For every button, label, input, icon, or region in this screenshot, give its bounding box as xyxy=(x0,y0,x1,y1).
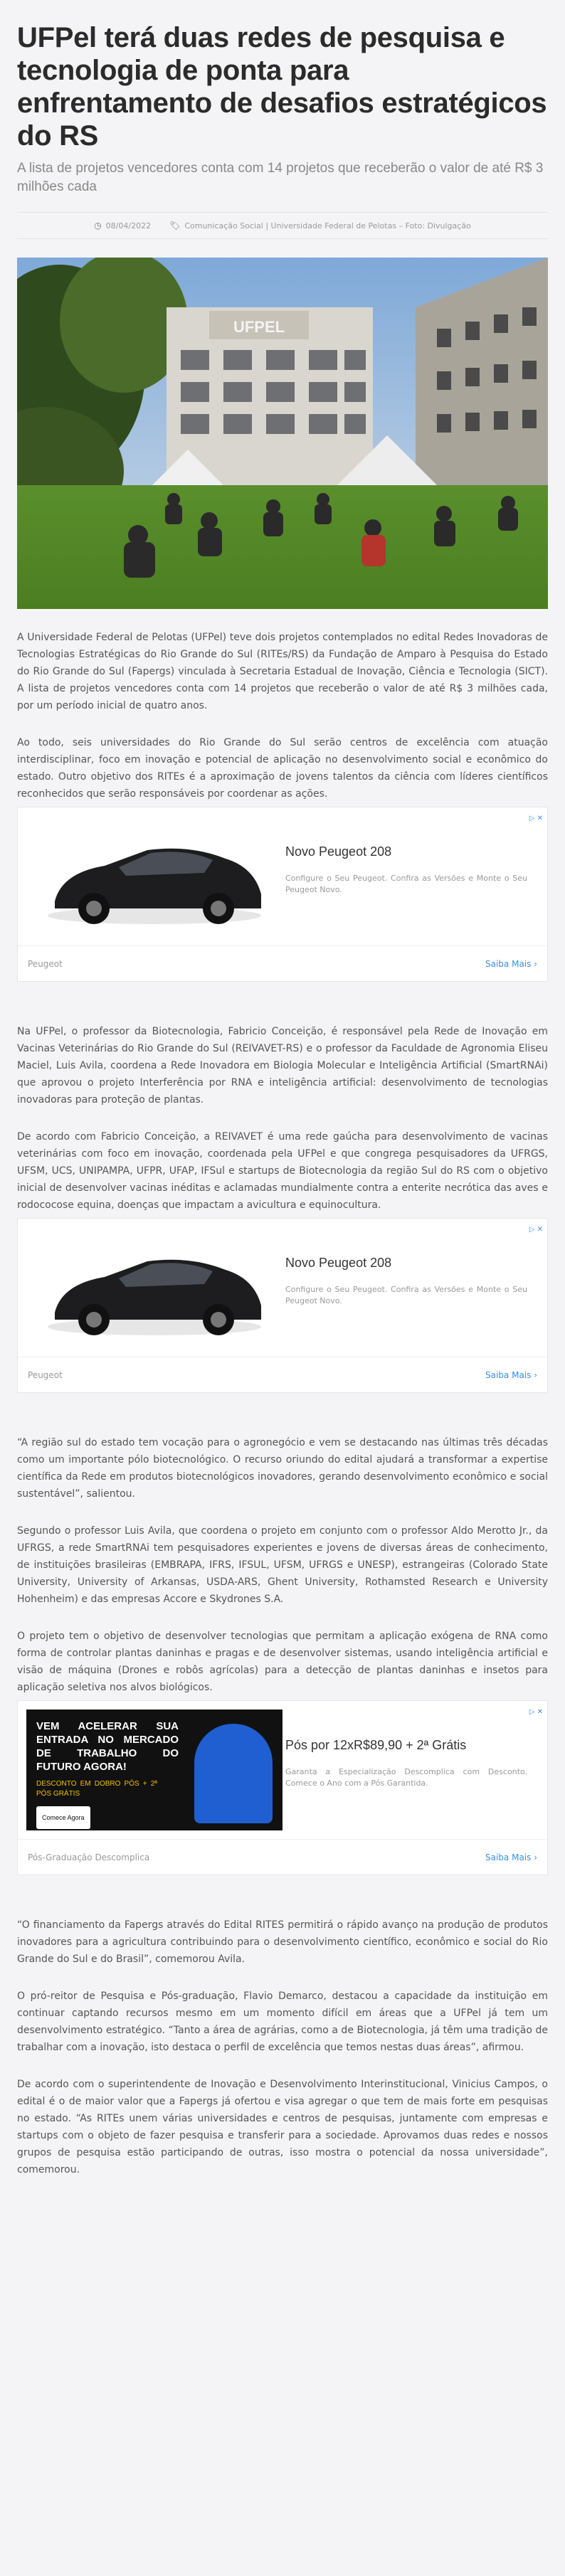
article-meta xyxy=(17,212,548,239)
paragraph: Ao todo, seis universidades do Rio Grande do Sul serão centros de excelência com atuação interdisciplinar, foco em inovação e potencial de aplicação no desenvolvimento social e econômico do estado. Outro objetivo dos RITEs é a aproximação de jovens talentos da ciência com líderes científicos reconhecidos que serão responsáveis por coordenar as ações. xyxy=(17,737,548,800)
ad-unit[interactable] xyxy=(17,1218,548,1393)
ad-cta-button[interactable]: Saiba Mais › xyxy=(485,1852,537,1862)
promo-button[interactable]: Comece Agora xyxy=(36,1806,90,1829)
paragraph: Segundo o professor Luis Avila, que coordena o projeto em conjunto com o professor Aldo Merotto Jr., da UFRGS, a rede SmartRNAi tem pesquisadores experientes e jovens de diversas áreas de conhecimento, de instituições brasileiras (EMBRAPA, IFRS, IFSUL, UFSM, UFRGS e UNESP), estrangeiras (Colorado State University, University of Arkansas, USDA-ARS, Ghent University, Rothamsted Research e University Hohenheim) e das empresas Accore e Skydrones S.A. xyxy=(17,1525,548,1605)
ad-unit[interactable] xyxy=(17,1700,548,1875)
adchoices-icon[interactable]: ▷ ✕ xyxy=(529,815,543,822)
ad-description: Configure o Seu Peugeot. Confira as Versões e Monte o Seu Peugeot Novo. xyxy=(285,874,527,894)
ad-cta-button[interactable]: Saiba Mais › xyxy=(485,1369,537,1380)
promo-headline: VEM ACELERAR SUA ENTRADA NO MERCADO DE TRABALHO DO FUTURO AGORA! xyxy=(36,1720,179,1773)
paragraph: De acordo com Fabricio Conceição, a REIVAVET é uma rede gaúcha para desenvolvimento de vacinas veterinárias com foco em inovação, coordenada pela UFPel e que congrega pesquisadores da UFRGS, UFSM, UCS, UNIPAMPA, UFPR, UFAP, IFSul e startups de Biotecnologia da região Sul do RS com o objetivo inicial de desenvolver vacinas inéditas e aclamadas mundialmente contra a enterite necrótica das aves e rodococose equina, doenças que impactam a avicultura e equinocultura. xyxy=(17,1131,548,1211)
ad-brand[interactable]: Peugeot xyxy=(28,1369,63,1380)
ad-footer xyxy=(18,1357,547,1392)
ad-footer xyxy=(18,1839,547,1875)
article-subtitle: A lista de projetos vencedores conta com 14 projetos que receberão o valor de até R$ 3 milhões cada xyxy=(17,161,544,194)
credit-block xyxy=(169,221,471,230)
car-image[interactable] xyxy=(26,816,282,937)
paragraph: O pró-reitor de Pesquisa e Pós-graduação, Flavio Demarco, destacou a capacidade da instituição em continuar captando recursos mesmo em um momento difícil em áreas que a UFPel já tem um desenvolvimento estratégico. “Tanto a área de agrárias, como a de Biotecnologia, já têm uma tradição de trabalhar com a inovação, isto destaca o perfil de excelência que temos nestas duas áreas”, afirmou. xyxy=(17,1991,548,2053)
promo-person xyxy=(194,1724,273,1823)
paragraph: O projeto tem o objetivo de desenvolver tecnologias que permitam a aplicação exógena de RNA como forma de controlar plantas daninhas e pragas e de desenvolver sistemas, usando inteligência artificial e visão de máquina (Drones e robôs agrícolas) para a detecção de plantas daninhas e insetos para aplicação seletiva nos alvos biológicos. xyxy=(17,1631,548,1693)
tag-icon: 🏷 xyxy=(169,221,181,230)
date-block xyxy=(94,221,151,230)
promo-image[interactable] xyxy=(26,1710,282,1830)
article-credit[interactable]: Comunicação Social | Universidade Federal de Pelotas – Foto: Divulgação xyxy=(184,221,471,230)
ad-cta-button[interactable]: Saiba Mais › xyxy=(485,958,537,969)
article-title: UFPel terá duas redes de pesquisa e tecnologia de ponta para enfrentamento de desafios estratégicos do RS xyxy=(17,22,547,152)
calendar-icon: ◷ xyxy=(94,221,102,230)
paragraph: “O financiamento da Fapergs através do Edital RITES permitirá o rápido avanço na produção de produtos inovadores para a agricultura contribuindo para o desenvolvimento científico, econômico e social do Rio Grande do Sul e do Brasil”, comemorou Avila. xyxy=(17,1919,548,1965)
ad-footer xyxy=(18,945,547,981)
adchoices-icon[interactable]: ▷ ✕ xyxy=(529,1226,543,1234)
ad-title[interactable]: Novo Peugeot 208 xyxy=(285,1256,392,1270)
ad-title[interactable]: Novo Peugeot 208 xyxy=(285,844,392,859)
ad-description: Configure o Seu Peugeot. Confira as Versões e Monte o Seu Peugeot Novo. xyxy=(285,1285,527,1305)
hero-photo xyxy=(17,258,548,609)
paragraph: A Universidade Federal de Pelotas (UFPel) teve dois projetos contemplados no edital Redes Inovadoras de Tecnologias Estratégicas do Rio Grande do Sul (RITEs/RS) da Fundação de Amparo à Pesquisa do Estado do Rio Grande do Sul (Fapergs) vinculada à Secretaria Estadual de Inovação, Ciência e Tecnologia (SICT). A lista de projetos vencedores conta com 14 projetos que receberão o valor de até R$ 3 milhões cada, por um período inicial de quatro anos. xyxy=(17,632,548,711)
hero-sign: UFPEL xyxy=(233,318,285,336)
paragraph: Na UFPel, o professor da Biotecnologia, Fabricio Conceição, é responsável pela Rede de Inovação em Vacinas Veterinárias do Rio Grande do Sul (REIVAVET-RS) e o professor da Faculdade de Agronomia Eliseu Maciel, Luis Avila, coordena a Rede Inovadora em Biologia Molecular e Inteligência Artificial (SmartRNAi) que aprovou o projeto Interferência por RNA e inteligência artificial: desenvolvimento de tecnologias inovadoras para proteção de plantas. xyxy=(17,1026,548,1106)
promo-subtext: DESCONTO EM DOBRO PÓS + 2ª PÓS GRÁTIS xyxy=(36,1780,157,1798)
car-image[interactable] xyxy=(26,1227,282,1348)
paragraph: “A região sul do estado tem vocação para o agronegócio e vem se destacando nas últimas três décadas como um importante pólo biotecnológico. O recurso oriundo do edital ajudará a transformar a expertise científica da Rede em produtos biotecnológicos inovadores, gerando desenvolvimento econômico e social sustentável”, salientou. xyxy=(17,1437,548,1500)
article-date: 08/04/2022 xyxy=(105,221,152,230)
ad-title[interactable]: Pós por 12xR$89,90 + 2ª Grátis xyxy=(285,1738,467,1752)
article-body xyxy=(17,629,548,2178)
ad-brand[interactable]: Peugeot xyxy=(28,958,63,969)
adchoices-icon[interactable]: ▷ ✕ xyxy=(529,1708,543,1716)
ad-brand[interactable]: Pós-Graduação Descomplica xyxy=(28,1852,150,1862)
paragraph: De acordo com o superintendente de Inovação e Desenvolvimento Interinstitucional, Vinicius Campos, o edital é o de maior valor que a Fapergs já ofertou e visa agregar o que tem de mais forte em pesquisas no estado. “As RITEs unem várias universidades e centros de pesquisas, juntamente com empresas e startups com o objeto de fazer pesquisa e transferir para a sociedade. Aprovamos duas redes e nossos grupos de pesquisa estão participando de outras, isso mostra o potencial da nossa universidade”, comemorou. xyxy=(17,2079,548,2175)
ad-unit[interactable] xyxy=(17,807,548,982)
ad-description: Garanta a Especialização Descomplica com Desconto. Comece o Ano com a Pós Garantida. xyxy=(285,1767,527,1788)
